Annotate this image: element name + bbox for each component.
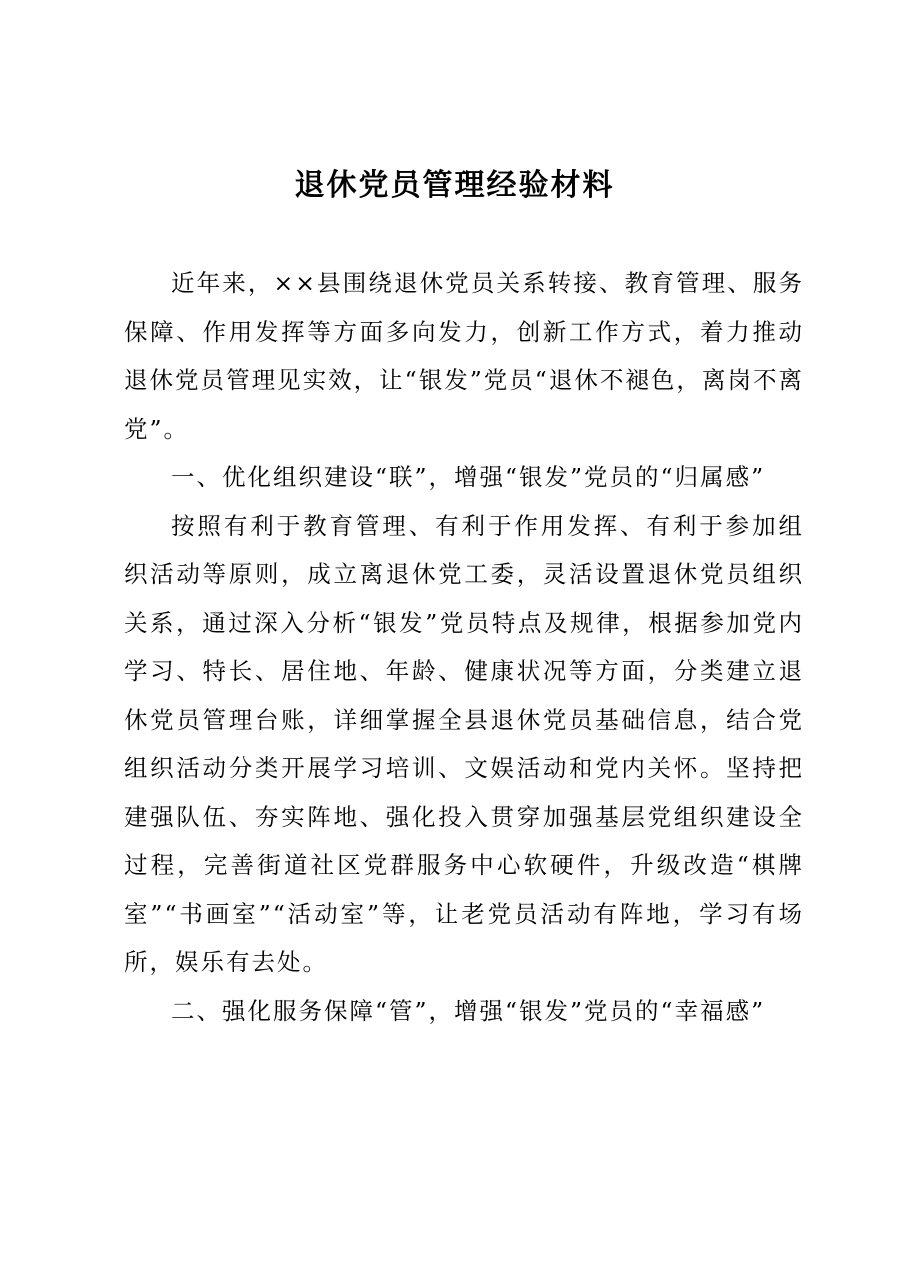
document-title: 退休党员管理经验材料: [294, 168, 615, 203]
section-heading-1: 一、优化组织建设“联”，增强“银发”党员的“归属感”: [171, 463, 766, 491]
section-heading-2: 二、强化服务保障“管”，增强“银发”党员的“幸福感”: [171, 996, 766, 1025]
document-body: [124, 259, 804, 1035]
paragraph-section-1: 按照有利于教育管理、有利于作用发挥、有利于参加组织活动等原则，成立离退休党工委，灵活设置退休党员组织关系，通过深入分析“银发”党员特点及规律，根据参加党内学习、特长、居住地、年龄、健康状况等方面，分类建立退休党员管理台账，详细掌握全县退休党员基础信息，结合党组织活动分类开展学习培训、文娱活动和党内关怀。坚持把建强队伍、夯实阵地、强化投入贯穿加强基层党组织建设全过程，完善街道社区党群服务中心软硬件，升级改造“棋牌室”“书画室”“活动室”等，让老党员活动有阵地，学习有场所，娱乐有去处。: [124, 511, 804, 976]
paragraph-intro: 近年来，××县围绕退休党员关系转接、教育管理、服务保障、作用发挥等方面多向发力，创新工作方式，着力推动退休党员管理见实效，让“银发”党员“退休不褪色，离岗不离党”。: [124, 269, 804, 443]
